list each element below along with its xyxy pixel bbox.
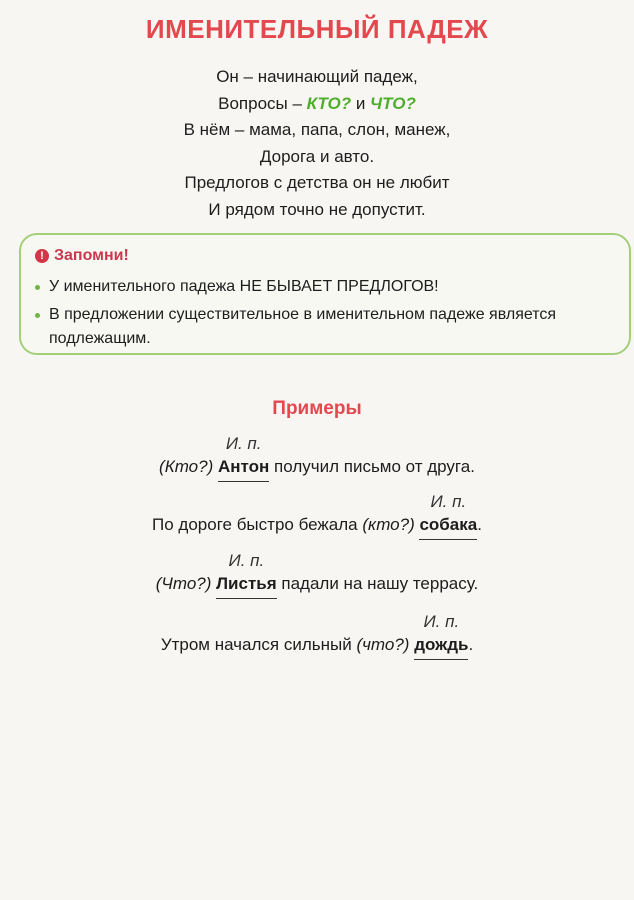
sentence-end: . [477,515,482,534]
sentence-rest: падали на нашу террасу. [276,574,479,593]
poem-line-2-and: и [351,93,371,113]
subject-word [414,612,469,655]
bullet-icon [35,313,40,318]
example-sentence-4 [0,612,634,655]
bullet-icon [35,285,40,290]
list-item [35,275,615,299]
sentence-rest: получил письмо от друга. [269,457,475,476]
case-label: И. п. [228,551,265,570]
subject-word [419,492,478,535]
subject-text: Антон [218,457,270,476]
examples-heading: Примеры [272,398,362,419]
subject-text: Листья [216,574,277,593]
poem-line-3: В нём – мама, папа, слон, манеж, [183,120,451,139]
remember-heading [35,247,129,265]
case-label: И. п. [423,612,460,631]
sentence-start: Утром начался сильный [160,635,357,654]
page-title: ИМЕНИТЕЛЬНЫЙ ПАДЕЖ [145,14,489,44]
subject-word [218,434,270,477]
exclamation-icon: ! [35,249,49,263]
poem-line-6: И рядом точно не допустит. [208,199,426,219]
remember-item-2: В предложении существительное в именительном падеже является подлежащим. [49,306,557,347]
remember-box [19,233,631,355]
poem [0,64,634,223]
list-item [35,303,615,351]
question-marker: (кто?) [362,515,415,534]
example-sentence-3 [0,551,634,594]
subject-text: дождь [414,635,469,654]
subject-word [216,551,277,594]
poem-line-4: Дорога и авто. [259,146,375,166]
remember-heading-text: Запомни! [54,247,129,264]
question-marker: (Что?) [155,574,212,593]
question-what: ЧТО? [370,93,416,113]
example-sentence-2 [0,492,634,535]
question-marker: (Кто?) [159,457,214,476]
remember-list [35,275,615,355]
question-who: КТО? [306,93,352,113]
poem-line-1: Он – начинающий падеж, [216,67,418,86]
question-marker: (что?) [356,635,410,654]
remember-item-1: У именительного падежа НЕ БЫВАЕТ ПРЕДЛОГОВ! [49,278,439,295]
sentence-start: По дороге быстро бежала [152,515,363,534]
example-sentence-1 [0,434,634,477]
poem-line-2-prefix: Вопросы – [218,93,307,113]
sentence-end: . [468,635,474,654]
case-label: И. п. [225,434,262,453]
case-label: И. п. [430,492,467,511]
subject-text: собака [419,515,478,534]
poem-line-5: Предлогов с детства он не любит [184,173,450,192]
poem-line-2 [0,91,634,118]
